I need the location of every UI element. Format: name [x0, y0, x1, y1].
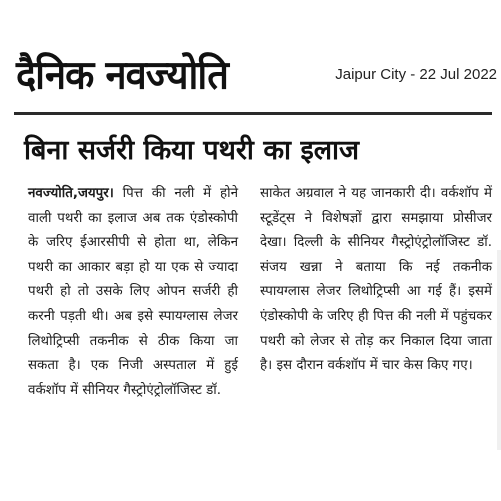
article-column-1	[28, 182, 238, 482]
article-body	[28, 182, 492, 482]
article-column-2-text: साकेत अग्रवाल ने यह जानकारी दी। वर्कशॉप में स्टूडेंट्स ने विशेषज्ञों द्वारा समझाया प्रोसीजर देखा। दिल्ली के सीनियर गैस्ट्रोएंट्रोलॉजिस्ट डॉ. संजय खन्ना ने बताया कि नई तकनीक स्पायग्लास लेजर लिथोट्रिप्सी आ गई हैं। इसमें एंडोस्कोपी के जरिए ही पित्त की नली में पहुंचकर पथरी को लेजर से तोड़ कर निकाल दिया जाता है। इस दौरान वर्कशॉप में चार केस किए गए।	[260, 186, 492, 374]
edition-dateline: Jaipur City - 22 Jul 2022	[335, 66, 497, 83]
newspaper-masthead: दैनिक नवज्योति	[16, 51, 228, 99]
article-headline: बिना सर्जरी किया पथरी का इलाज	[24, 135, 360, 166]
article-column-1-text: पित्त की नली में होने वाली पथरी का इलाज अब तक एंडोस्कोपी के जरिए ईआरसीपी से होता था, लेकिन पथरी का आकार बड़ा हो या एक से ज्यादा पथरी हो तो उसके लिए ओपन सर्जरी ही करनी पड़ती थी। अब इसे स्पायग्लास लेजर लिथोट्रिप्सी तकनीक से ठीक किया जा सकता है। एक निजी अस्पताल में हुई वर्कशॉप में सीनियर गैस्ट्रोएंट्रोलॉजिस्ट डॉ.	[28, 186, 238, 398]
article-column-2	[260, 182, 492, 482]
masthead-divider	[14, 112, 492, 115]
article-byline: नवज्योति,जयपुर।	[28, 186, 114, 201]
page-edge-shadow	[497, 250, 501, 450]
